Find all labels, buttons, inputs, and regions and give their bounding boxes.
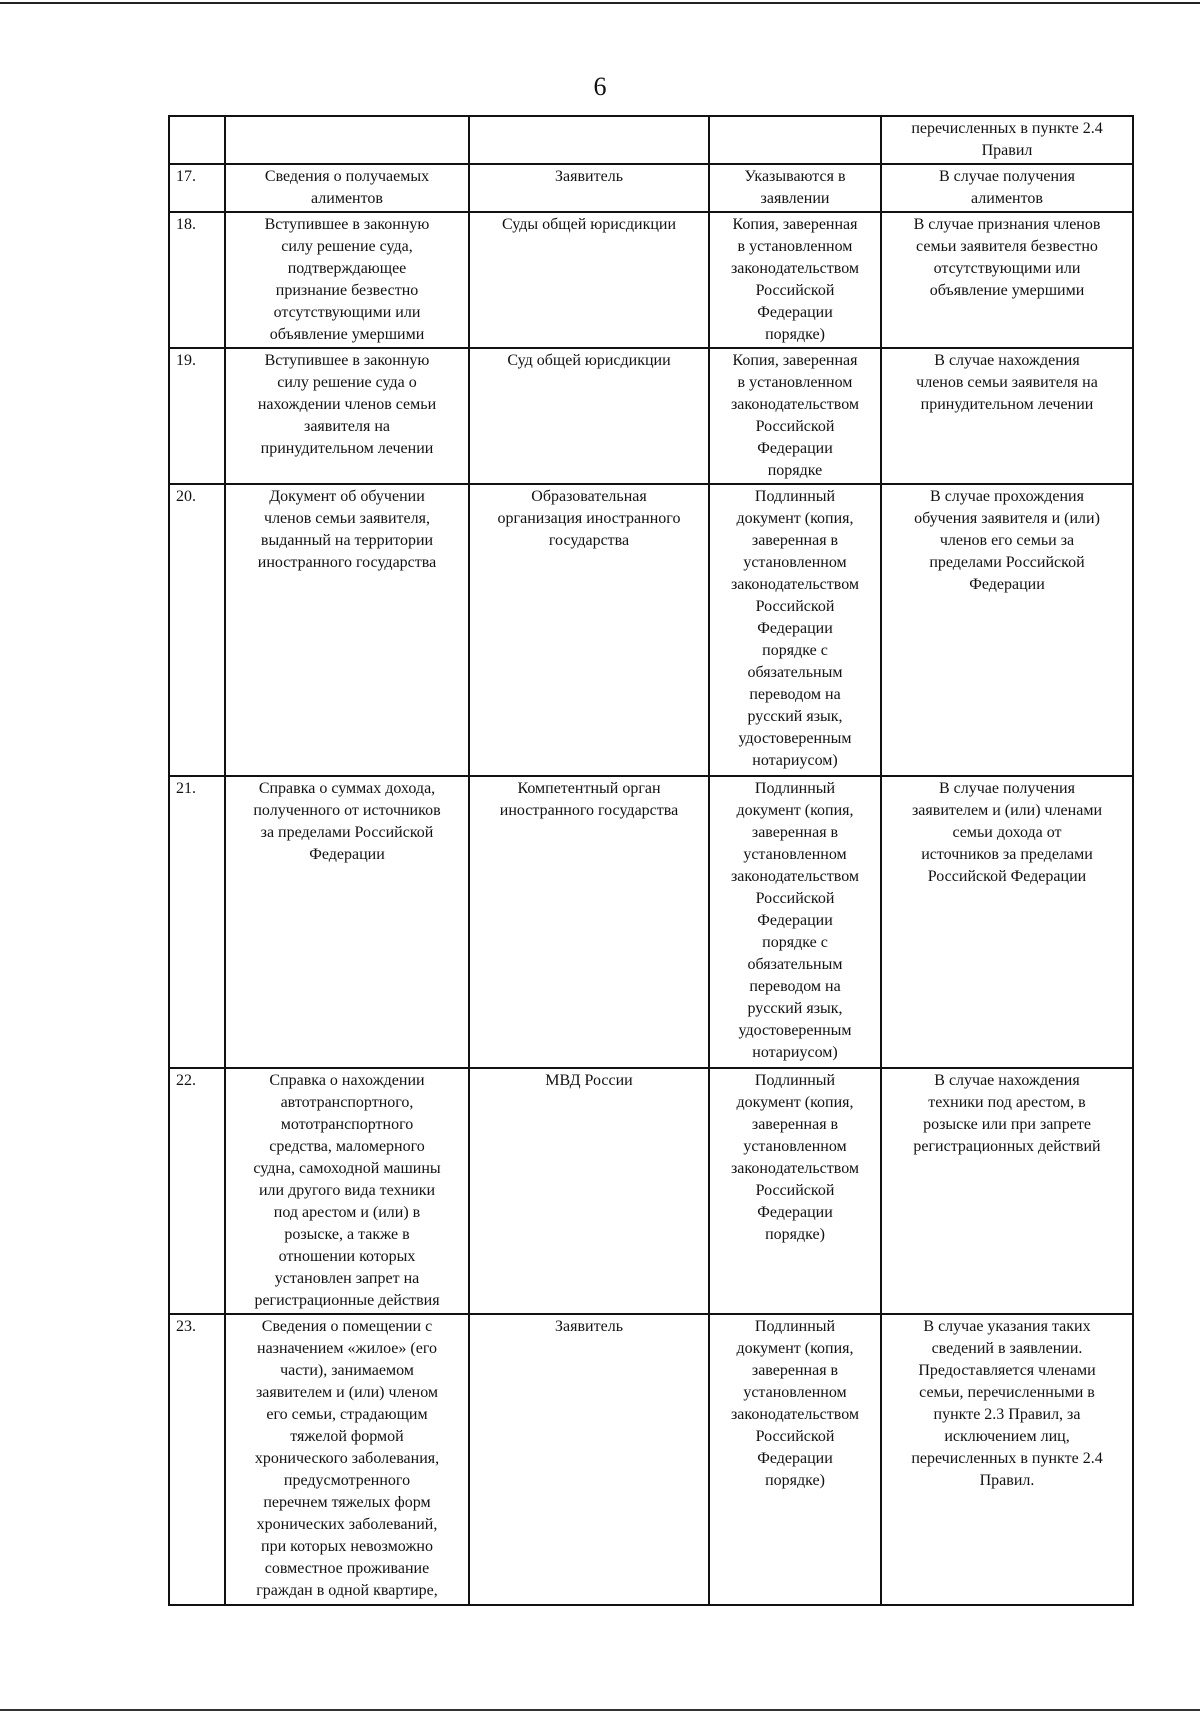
document-form: Подлинный документ (копия, заверенная в установленном законодательством Российской Федерации порядке) xyxy=(709,1068,881,1314)
table-row xyxy=(169,1068,1133,1314)
document-form: Подлинный документ (копия, заверенная в установленном законодательством Российской Федерации порядке с обязательным переводом на русский язык, удостоверенным нотариусом) xyxy=(709,776,881,1068)
row-number: 19. xyxy=(169,348,225,484)
document-name: Вступившее в законную силу решение суда, подтверждающее признание безвестно отсутствующими или объявление умершими xyxy=(225,212,469,348)
document-name: Сведения о получаемых алиментов xyxy=(225,164,469,212)
document-source: Заявитель xyxy=(469,164,709,212)
table-row xyxy=(169,776,1133,1068)
table-row xyxy=(169,348,1133,484)
table-row xyxy=(169,484,1133,776)
table-row xyxy=(169,1314,1133,1605)
document-condition: В случае прохождения обучения заявителя и (или) членов его семьи за пределами Российской Федерации xyxy=(881,484,1133,776)
document-form: Подлинный документ (копия, заверенная в установленном законодательством Российской Федерации порядке с обязательным переводом на русский язык, удостоверенным нотариусом) xyxy=(709,484,881,776)
row-number: 22. xyxy=(169,1068,225,1314)
document-source: Образовательная организация иностранного государства xyxy=(469,484,709,776)
document-source: Заявитель xyxy=(469,1314,709,1605)
document-name: Справка о суммах дохода, полученного от источников за пределами Российской Федерации xyxy=(225,776,469,1068)
document-source: Суд общей юрисдикции xyxy=(469,348,709,484)
row-number xyxy=(169,116,225,164)
row-number: 17. xyxy=(169,164,225,212)
row-number: 23. xyxy=(169,1314,225,1605)
document-name: Сведения о помещении с назначением «жилое» (его части), занимаемом заявителем и (или) членом его семьи, страдающим тяжелой формой хронического заболевания, предусмотренного перечнем тяжелых форм хронических заболеваний, при которых невозможно совместное проживание граждан в одной квартире, xyxy=(225,1314,469,1605)
row-number: 20. xyxy=(169,484,225,776)
table-row xyxy=(169,116,1133,164)
document-condition: В случае указания таких сведений в заявлении. Предоставляется членами семьи, перечисленными в пункте 2.3 Правил, за исключением лиц, перечисленных в пункте 2.4 Правил. xyxy=(881,1314,1133,1605)
document-condition: В случае нахождения членов семьи заявителя на принудительном лечении xyxy=(881,348,1133,484)
document-form: Указываются в заявлении xyxy=(709,164,881,212)
document-name xyxy=(225,116,469,164)
document-name: Справка о нахождении автотранспортного, мототранспортного средства, маломерного судна, самоходной машины или другого вида техники под арестом и (или) в розыске, а также в отношении которых установлен запрет на регистрационные действия xyxy=(225,1068,469,1314)
row-number: 21. xyxy=(169,776,225,1068)
document-form: Подлинный документ (копия, заверенная в установленном законодательством Российской Федерации порядке) xyxy=(709,1314,881,1605)
table-row xyxy=(169,164,1133,212)
document-form xyxy=(709,116,881,164)
table-row xyxy=(169,212,1133,348)
scan-edge-bottom xyxy=(0,1709,1200,1711)
document-name: Документ об обучении членов семьи заявителя, выданный на территории иностранного государства xyxy=(225,484,469,776)
document-source: Компетентный орган иностранного государства xyxy=(469,776,709,1068)
document-condition: В случае получения заявителем и (или) членами семьи дохода от источников за пределами Российской Федерации xyxy=(881,776,1133,1068)
document-condition: В случае признания членов семьи заявителя безвестно отсутствующими или объявление умершими xyxy=(881,212,1133,348)
document-condition: перечисленных в пункте 2.4 Правил xyxy=(881,116,1133,164)
document-source: МВД России xyxy=(469,1068,709,1314)
document-form: Копия, заверенная в установленном законодательством Российской Федерации порядке xyxy=(709,348,881,484)
document-condition: В случае нахождения техники под арестом, в розыске или при запрете регистрационных действий xyxy=(881,1068,1133,1314)
document-condition: В случае получения алиментов xyxy=(881,164,1133,212)
document-source: Суды общей юрисдикции xyxy=(469,212,709,348)
row-number: 18. xyxy=(169,212,225,348)
document-form: Копия, заверенная в установленном законодательством Российской Федерации порядке) xyxy=(709,212,881,348)
document-name: Вступившее в законную силу решение суда о нахождении членов семьи заявителя на принудительном лечении xyxy=(225,348,469,484)
page-number: 6 xyxy=(593,72,607,101)
scan-edge-top xyxy=(0,2,1200,4)
document-source xyxy=(469,116,709,164)
documents-table xyxy=(168,115,1134,1606)
